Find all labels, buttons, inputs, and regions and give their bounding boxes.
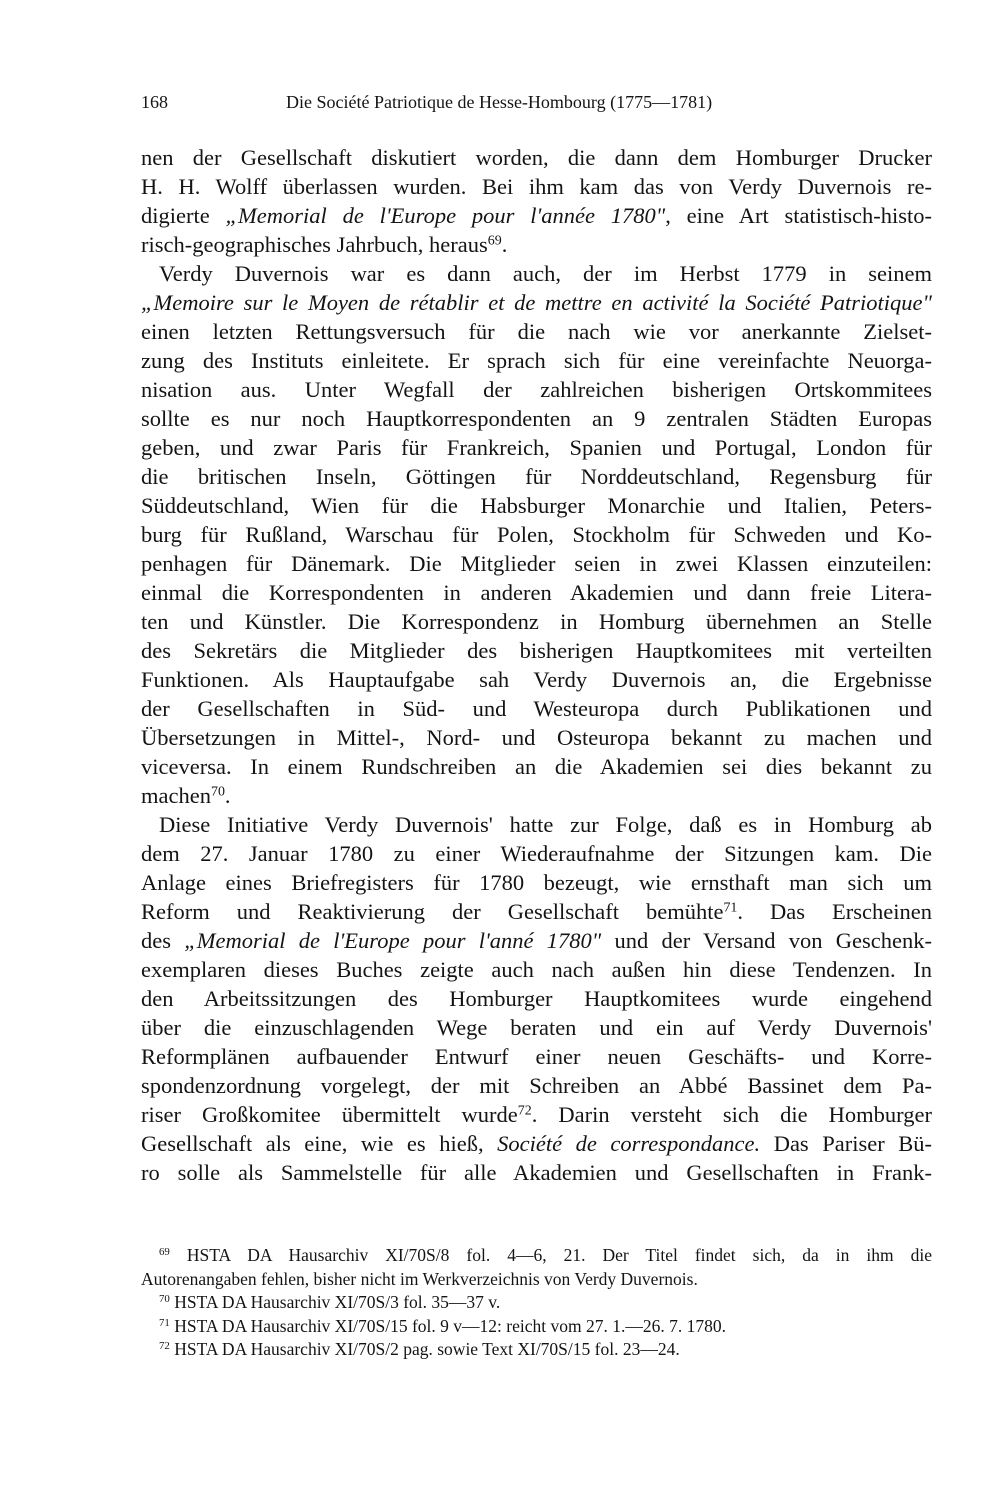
text-line: über die einzuschlagenden Wege beraten und ein auf Verdy Duvernois' bbox=[141, 1015, 932, 1040]
footnote-70: $^{70}$ HSTA DA Hausarchiv XI/70S/3 fol. 35—37 v. bbox=[159, 1292, 501, 1312]
text-line: nen der Gesellschaft diskutiert worden, die dann dem Homburger Drucker bbox=[141, 145, 932, 170]
text-line: Reformplänen aufbauender Entwurf einer neuen Geschäfts- und Korre- bbox=[141, 1044, 932, 1069]
text-line: den Arbeitssitzungen des Homburger Hauptkomitees wurde eingehend bbox=[141, 986, 932, 1011]
text-line bbox=[141, 288, 932, 317]
text-line: die britischen Inseln, Göttingen für Norddeutschland, Regensburg für bbox=[141, 464, 932, 489]
text-line: einen letzten Rettungsversuch für die nach wie vor anerkannte Zielset- bbox=[141, 319, 932, 344]
footnote-69: $^{69}$ HSTA DA Hausarchiv XI/70S/8 fol. 4—6, 21. Der Titel findet sich, da in ihm die bbox=[159, 1245, 932, 1265]
text-line: burg für Rußland, Warschau für Polen, Stockholm für Schweden und Ko- bbox=[141, 522, 932, 547]
footnote-number: 71 bbox=[159, 1316, 170, 1329]
text-line: risch-geographisches Jahrbuch, heraus$^{69}$. bbox=[141, 232, 508, 257]
text-line: geben, und zwar Paris für Frankreich, Spanien und Portugal, London für bbox=[141, 435, 932, 460]
italic-title: „Memoire sur le Moyen de rétablir et de mettre en activité la Société Patriotique" bbox=[141, 290, 932, 315]
text-line: Verdy Duvernois war es dann auch, der im Herbst 1779 in seinem bbox=[159, 261, 932, 286]
text-line: zung des Instituts einleitete. Er sprach sich für eine vereinfachte Neuorga- bbox=[141, 348, 932, 373]
text-line: machen$^{70}$. bbox=[141, 783, 231, 808]
text-line: H. H. Wolff überlassen wurden. Bei ihm kam das von Verdy Duvernois re- bbox=[141, 174, 932, 199]
text-line: penhagen für Dänemark. Die Mitglieder seien in zwei Klassen einzuteilen: bbox=[141, 551, 932, 576]
text-line: ro solle als Sammelstelle für alle Akademien und Gesellschaften in Frank- bbox=[141, 1160, 932, 1185]
text-line: Diese Initiative Verdy Duvernois' hatte zur Folge, daß es in Homburg ab bbox=[159, 812, 932, 837]
text-line: riser Großkomitee übermittelt wurde$^{72}$. Darin versteht sich die Homburger bbox=[141, 1102, 932, 1127]
text-line: sollte es nur noch Hauptkorrespondenten an 9 zentralen Städten Europas bbox=[141, 406, 932, 431]
footnote-ref-71: 71 bbox=[723, 900, 738, 916]
italic-term: Société de correspondance. bbox=[497, 1131, 761, 1156]
footnote-71: $^{71}$ HSTA DA Hausarchiv XI/70S/15 fol. 9 v—12: reicht vom 27. 1.—26. 7. 1780. bbox=[159, 1315, 726, 1336]
body-text bbox=[141, 143, 932, 1187]
text-line: digierte „Memorial de l'Europe pour l'année 1780", eine Art statistisch-histo- bbox=[141, 203, 932, 228]
text-line: dem 27. Januar 1780 zu einer Wiederaufnahme der Sitzungen kam. Die bbox=[141, 841, 932, 866]
text-line: Reform und Reaktivierung der Gesellschaft bemühte$^{71}$. Das Erscheinen bbox=[141, 899, 932, 924]
footnote-number: 69 bbox=[159, 1246, 170, 1259]
text-line: Anlage eines Briefregisters für 1780 bezeugt, wie ernsthaft man sich um bbox=[141, 870, 932, 895]
text-line: viceversa. In einem Rundschreiben an die Akademien sei dies bekannt zu bbox=[141, 754, 932, 779]
text-line: Süddeutschland, Wien für die Habsburger Monarchie und Italien, Peters- bbox=[141, 493, 932, 518]
running-title: Die Société Patriotique de Hesse-Hombourg (1775—1781) bbox=[286, 92, 713, 112]
footnote-number: 72 bbox=[159, 1340, 170, 1353]
text-line: Funktionen. Als Hauptaufgabe sah Verdy Duvernois an, die Ergebnisse bbox=[141, 667, 932, 692]
page-number: 168 bbox=[141, 92, 168, 112]
footnotes bbox=[141, 1244, 932, 1362]
text-line: nisation aus. Unter Wegfall der zahlreichen bisherigen Ortskommitees bbox=[141, 377, 932, 402]
text-line: des Sekretärs die Mitglieder des bisherigen Hauptkomitees mit verteilten bbox=[141, 638, 932, 663]
text-line: ten und Künstler. Die Korrespondenz in Homburg übernehmen an Stelle bbox=[141, 609, 932, 634]
text-line: einmal die Korrespondenten in anderen Akademien und dann freie Litera- bbox=[141, 580, 932, 605]
footnote-72: $^{72}$ HSTA DA Hausarchiv XI/70S/2 pag. sowie Text XI/70S/15 fol. 23—24. bbox=[159, 1339, 680, 1359]
text-line: des „Memorial de l'Europe pour l'anné 1780" und der Versand von Geschenk- bbox=[141, 928, 932, 953]
running-head bbox=[141, 88, 872, 116]
text-line: Gesellschaft als eine, wie es hieß, Société de correspondance. Das Pariser Bü- bbox=[141, 1131, 932, 1156]
footnote-ref-70: 70 bbox=[210, 784, 225, 800]
text-line: spondenzordnung vorgelegt, der mit Schreiben an Abbé Bassinet dem Pa- bbox=[141, 1073, 932, 1098]
footnote-69-continuation: Autorenangaben fehlen, bisher nicht im Werkverzeichnis von Verdy Duvernois. bbox=[141, 1268, 698, 1289]
footnote-ref-69: 69 bbox=[487, 233, 502, 249]
footnote-number: 70 bbox=[159, 1293, 170, 1306]
text-line: der Gesellschaften in Süd- und Westeuropa durch Publikationen und bbox=[141, 696, 932, 721]
italic-title: „Memorial de l'Europe pour l'anné 1780" bbox=[184, 928, 602, 953]
text-line: Übersetzungen in Mittel-, Nord- und Osteuropa bekannt zu machen und bbox=[141, 725, 932, 750]
footnote-ref-72: 72 bbox=[517, 1103, 532, 1119]
italic-title: „Memorial de l'Europe pour l'année 1780" bbox=[225, 203, 666, 228]
text-line: exemplaren dieses Buches zeigte auch nach außen hin diese Tendenzen. In bbox=[141, 957, 932, 982]
